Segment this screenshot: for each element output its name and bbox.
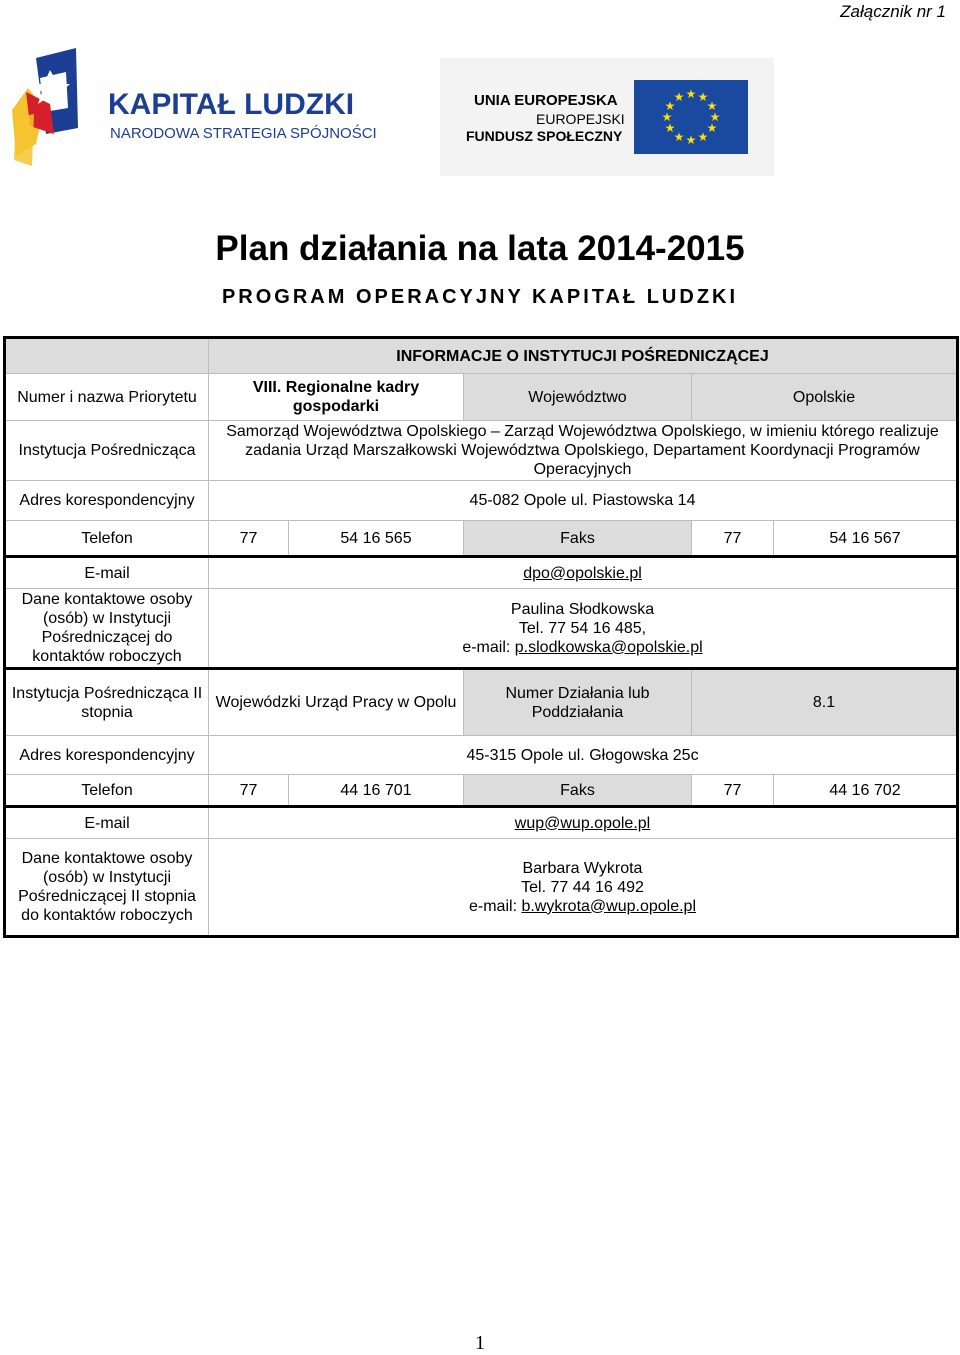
svg-text:★: ★	[664, 121, 676, 135]
email2-label: E-mail	[5, 807, 209, 839]
svg-text:EUROPEJSKI: EUROPEJSKI	[536, 111, 625, 127]
svg-text:UNIA EUROPEJSKA: UNIA EUROPEJSKA	[474, 92, 618, 109]
fax2-number: 44 16 702	[774, 775, 958, 807]
page-number: 1	[475, 1332, 485, 1354]
contacts2-label: Dane kontaktowe osoby (osób) w Instytucji Pośredniczącej II stopnia do kontaktów roboczych	[5, 839, 209, 937]
ip2-value: Wojewódzki Urząd Pracy w Opolu	[209, 669, 464, 736]
svg-text:★: ★	[664, 99, 676, 113]
address2-label: Adres korespondencyjny	[5, 736, 209, 775]
eu-efs-logo	[440, 58, 774, 176]
contact2-name: Barbara Wykrota	[522, 859, 643, 877]
svg-text:FUNDUSZ SPOŁECZNY: FUNDUSZ SPOŁECZNY	[466, 128, 623, 144]
measure-value: 8.1	[692, 669, 958, 736]
voivodeship-value: Opolskie	[692, 374, 958, 421]
ip-value: Samorząd Województwa Opolskiego – Zarząd Województwa Opolskiego, w imieniu którego realizuje zadania Urząd Marszałkowski Województwa Opolskiego, Departament Koordynacji Programów Operacyjnych	[209, 421, 958, 481]
email2-link[interactable]: wup@wup.opole.pl	[514, 814, 651, 832]
phone-prefix: 77	[209, 521, 289, 557]
svg-text:★: ★	[706, 99, 718, 113]
address2-value: 45-315 Opole ul. Głogowska 25c	[209, 736, 958, 775]
email2-value[interactable]	[209, 807, 958, 839]
measure-label: Numer Działania lub Poddziałania	[464, 669, 692, 736]
email-value[interactable]	[209, 557, 958, 589]
contact-email-prefix: e-mail:	[462, 638, 515, 656]
svg-text:★: ★	[697, 130, 709, 144]
contact2-phone: Tel. 77 44 16 492	[521, 878, 644, 896]
svg-text:★: ★	[673, 90, 685, 104]
svg-text:★: ★	[709, 110, 721, 124]
svg-text:★: ★	[673, 130, 685, 144]
phone2-label: Telefon	[5, 775, 209, 807]
kl-tagline: NARODOWA STRATEGIA SPÓJNOŚCI	[110, 125, 376, 142]
ip-label: Instytucja Pośrednicząca	[5, 421, 209, 481]
email-link[interactable]: dpo@opolskie.pl	[523, 564, 642, 582]
fax-prefix: 77	[692, 521, 774, 557]
address-value: 45-082 Opole ul. Piastowska 14	[209, 481, 958, 521]
contacts-label: Dane kontaktowe osoby (osób) w Instytucji Pośredniczącej do kontaktów roboczych	[5, 589, 209, 669]
address-label: Adres korespondencyjny	[5, 481, 209, 521]
fax2-prefix: 77	[692, 775, 774, 807]
priority-value: VIII. Regionalne kadry gospodarki	[209, 374, 464, 421]
contacts-value	[209, 589, 958, 669]
svg-text:★: ★	[685, 133, 697, 147]
voivodeship-label: Województwo	[464, 374, 692, 421]
svg-text:★: ★	[706, 121, 718, 135]
fax-label: Faks	[464, 521, 692, 557]
document-title: Plan działania na lata 2014-2015	[215, 229, 745, 268]
annex-label: Załącznik nr 1	[840, 2, 946, 21]
contact-email-link[interactable]: p.slodkowska@opolskie.pl	[514, 638, 703, 656]
phone2-number: 44 16 701	[289, 775, 464, 807]
table-header: INFORMACJE O INSTYTUCJI POŚREDNICZĄCEJ	[209, 338, 958, 374]
contact-phone: Tel. 77 54 16 485,	[518, 619, 647, 637]
phone-label: Telefon	[5, 521, 209, 557]
email-label: E-mail	[5, 557, 209, 589]
contact-email-line	[212, 638, 953, 657]
kapital-ludzki-logo	[6, 48, 376, 173]
fax-number: 54 16 567	[774, 521, 958, 557]
contacts2-value	[209, 839, 958, 937]
priority-label: Numer i nazwa Priorytetu	[5, 374, 209, 421]
phone-number: 54 16 565	[289, 521, 464, 557]
svg-text:★: ★	[685, 87, 697, 101]
fax2-label: Faks	[464, 775, 692, 807]
ip2-label: Instytucja Pośrednicząca II stopnia	[5, 669, 209, 736]
svg-text:★: ★	[661, 110, 673, 124]
contact2-email-prefix: e-mail:	[469, 897, 522, 915]
contact2-email-line	[212, 897, 953, 916]
kl-name: KAPITAŁ LUDZKI	[108, 88, 355, 121]
institution-info-table	[3, 336, 959, 938]
document-subtitle: PROGRAM OPERACYJNY KAPITAŁ LUDZKI	[221, 286, 739, 308]
phone2-prefix: 77	[209, 775, 289, 807]
contact2-email-link[interactable]: b.wykrota@wup.opole.pl	[521, 897, 697, 915]
svg-text:★: ★	[697, 90, 709, 104]
contact-name: Paulina Słodkowska	[510, 600, 655, 618]
